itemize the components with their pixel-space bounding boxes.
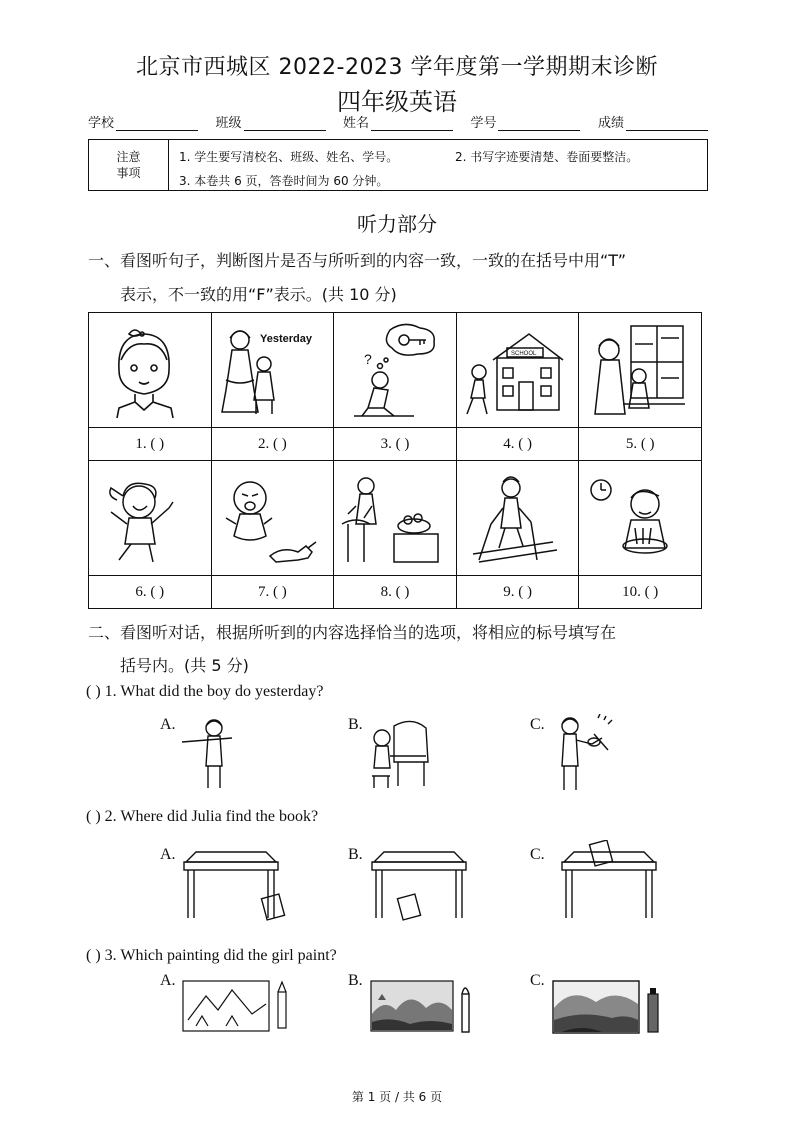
option-label[interactable]: C. bbox=[530, 972, 545, 989]
field-class bbox=[215, 112, 325, 131]
picture-row bbox=[89, 313, 702, 428]
boy-playing-piano-icon bbox=[366, 716, 432, 792]
question-text: 2. Where did Julia find the book? bbox=[104, 808, 319, 825]
part1-picture-grid bbox=[88, 312, 702, 609]
option-label[interactable]: B. bbox=[348, 716, 363, 733]
picture-cell bbox=[579, 313, 702, 428]
answer-slot[interactable]: 6. ( ) bbox=[89, 576, 212, 609]
part1-instruction-line2: 表示，不一致的用“F”表示。(共 10 分) bbox=[120, 285, 397, 304]
answer-bracket[interactable]: ( ) bbox=[86, 683, 101, 700]
notice-label-line: 注意 bbox=[116, 150, 141, 164]
option-label[interactable]: C. bbox=[530, 716, 545, 733]
picture-cell bbox=[211, 313, 334, 428]
notice-box bbox=[88, 139, 708, 191]
option-label[interactable]: B. bbox=[348, 972, 363, 989]
answer-slot[interactable]: 2. ( ) bbox=[211, 428, 334, 461]
field-label: 班级 bbox=[215, 116, 242, 131]
notice-item-3: 3. 本卷共 6 页，答卷时间为 60 分钟。 bbox=[179, 174, 389, 188]
question-text: 1. What did the boy do yesterday? bbox=[104, 683, 324, 700]
field-student-number bbox=[470, 112, 580, 131]
part2-instruction-line2: 括号内。(共 5 分) bbox=[120, 656, 249, 675]
notice-label bbox=[89, 140, 169, 190]
answer-slot[interactable]: 3. ( ) bbox=[334, 428, 457, 461]
option-label[interactable]: A. bbox=[160, 972, 176, 989]
option-label[interactable]: A. bbox=[160, 846, 176, 863]
picture-row bbox=[89, 461, 702, 576]
field-blank[interactable] bbox=[116, 116, 198, 131]
field-score bbox=[598, 112, 708, 131]
question-3 bbox=[86, 947, 337, 965]
part2-instruction-line1: 二、看图听对话，根据所听到的内容选择恰当的选项，将相应的标号填写在 bbox=[88, 623, 617, 642]
answer-slot[interactable]: 7. ( ) bbox=[211, 576, 334, 609]
answer-bracket[interactable]: ( ) bbox=[86, 947, 101, 964]
option-label[interactable]: B. bbox=[348, 846, 363, 863]
question-text: 3. Which painting did the girl paint? bbox=[104, 947, 337, 964]
part1-instruction-line1: 一、看图听句子，判断图片是否与所听到的内容一致，一致的在括号中用“T” bbox=[88, 251, 627, 270]
section-title: 听力部分 bbox=[357, 212, 437, 236]
option-label[interactable]: A. bbox=[160, 716, 176, 733]
answer-slot[interactable]: 10. ( ) bbox=[579, 576, 702, 609]
field-school bbox=[88, 112, 198, 131]
mother-and-child-icon bbox=[212, 320, 322, 420]
girl-portrait-icon bbox=[89, 320, 199, 420]
notice-item-1: 1. 学生要写清校名、班级、姓名、学号。 bbox=[179, 150, 399, 164]
book-on-desk-icon bbox=[558, 840, 668, 924]
field-label: 成绩 bbox=[597, 116, 624, 131]
answer-slot[interactable]: 9. ( ) bbox=[456, 576, 579, 609]
field-label: 学校 bbox=[88, 116, 115, 131]
yesterday-label: Yesterday bbox=[259, 333, 312, 345]
picture-cell bbox=[89, 461, 212, 576]
picture-cell bbox=[334, 461, 457, 576]
picture-cell bbox=[211, 461, 334, 576]
notice-label-line: 事项 bbox=[116, 166, 141, 180]
school-sign: SCHOOL bbox=[510, 351, 537, 357]
boy-looking-for-key-icon bbox=[334, 320, 444, 420]
book-under-desk-icon bbox=[368, 848, 478, 924]
notice-item-2: 2. 书写字迹要清楚、卷面要整洁。 bbox=[455, 150, 639, 164]
picture-cell bbox=[456, 461, 579, 576]
question-1 bbox=[86, 683, 323, 701]
book-beside-desk-icon bbox=[180, 848, 290, 924]
number-row bbox=[89, 576, 702, 609]
answer-slot[interactable]: 8. ( ) bbox=[334, 576, 457, 609]
washing-hands-near-table-icon bbox=[334, 468, 444, 568]
crying-baby-and-dog-icon bbox=[212, 468, 322, 568]
field-blank[interactable] bbox=[626, 116, 708, 131]
field-blank[interactable] bbox=[371, 116, 453, 131]
answer-slot[interactable]: 1. ( ) bbox=[89, 428, 212, 461]
question-2 bbox=[86, 808, 318, 826]
field-blank[interactable] bbox=[244, 116, 326, 131]
number-row bbox=[89, 428, 702, 461]
picture-cell bbox=[89, 313, 212, 428]
answer-bracket[interactable]: ( ) bbox=[86, 808, 101, 825]
svg-text:?: ? bbox=[364, 351, 372, 367]
oil-landscape-with-paint-tube-icon bbox=[552, 980, 664, 1038]
exam-title: 北京市西城区 2022-2023 学年度第一学期期末诊断 bbox=[136, 55, 658, 80]
happy-girl-jumping-icon bbox=[89, 468, 199, 568]
boy-playing-flute-icon bbox=[180, 716, 240, 792]
answer-slot[interactable]: 4. ( ) bbox=[456, 428, 579, 461]
boy-eating-noodles-clock-icon bbox=[579, 468, 689, 568]
mountain-sketch-with-pencil-icon bbox=[182, 980, 292, 1034]
student-info-line bbox=[88, 112, 708, 131]
page-footer: 第 1 页 / 共 6 页 bbox=[351, 1090, 443, 1104]
boy-walking-to-school-icon bbox=[457, 320, 567, 420]
boy-playing-violin-icon bbox=[550, 714, 616, 792]
answer-slot[interactable]: 5. ( ) bbox=[579, 428, 702, 461]
field-label: 学号 bbox=[470, 116, 497, 131]
picture-cell bbox=[456, 313, 579, 428]
field-name bbox=[343, 112, 453, 131]
grandma-and-child-at-window-icon bbox=[579, 320, 689, 420]
option-label[interactable]: C. bbox=[530, 846, 545, 863]
girl-skiing-icon bbox=[457, 468, 567, 568]
field-label: 姓名 bbox=[342, 116, 369, 131]
ink-landscape-with-brush-icon bbox=[370, 980, 480, 1038]
exam-subtitle: 四年级英语 bbox=[337, 88, 457, 116]
picture-cell bbox=[579, 461, 702, 576]
picture-cell bbox=[334, 313, 457, 428]
field-blank[interactable] bbox=[498, 116, 580, 131]
